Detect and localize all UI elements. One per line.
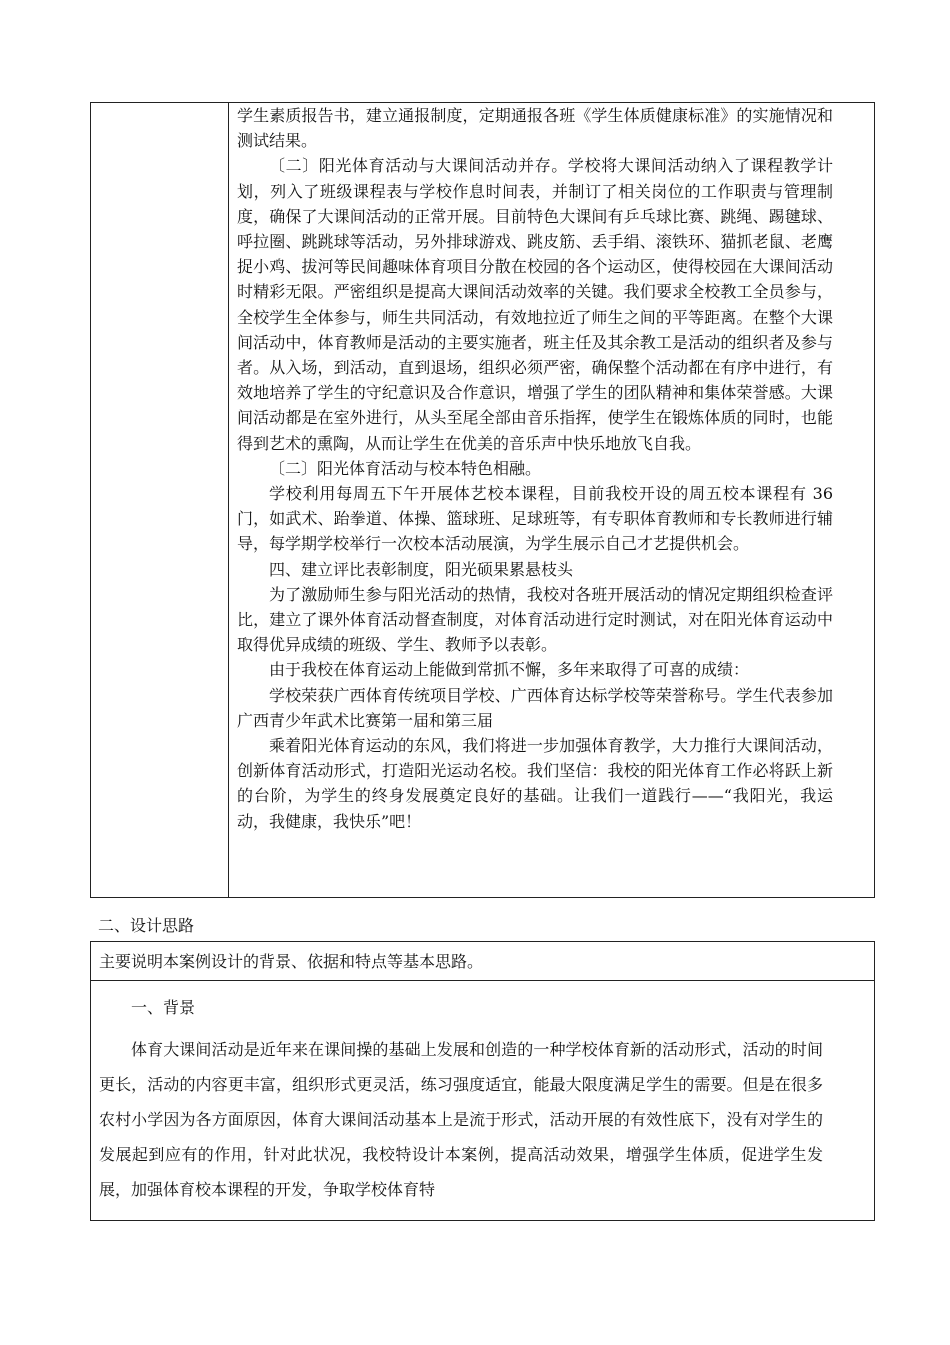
design-table-header: 主要说明本案例设计的背景、依据和特点等基本思路。 (99, 952, 484, 971)
paragraph: 学生素质报告书，建立通报制度，定期通报各班《学生体质健康标准》的实施情况和测试结果。 (237, 106, 833, 151)
paragraph: 〔二〕阳光体育活动与校本特色相融。 (269, 458, 542, 478)
row-divider (91, 980, 874, 981)
section-heading: 二、设计思路 (98, 916, 195, 935)
design-table (90, 941, 875, 1221)
column-divider (228, 103, 229, 897)
paragraph: 四、建立评比表彰制度，阳光硕果累悬枝头 (269, 559, 574, 579)
paragraph: 乘着阳光体育运动的东风，我们将进一步加强体育教学，大力推行大课间活动，创新体育活动形式，打造阳光运动名校。我们坚信：我校的阳光体育工作必将跃上新的台阶，为学生的终身发展奠定良好的基础。让我们一道践行——“我阳光，我运动，我健康，我快乐”吧！ (237, 736, 833, 831)
paragraph: 学校利用每周五下午开展体艺校本课程，目前我校开设的周五校本课程有 36 门，如武术、跆拳道、体操、篮球班、足球班等，有专职体育教师和专长教师进行辅导，每学期学校举行一次校本活动展演，为学生展示自己才艺提供机会。 (237, 484, 833, 554)
content-cell (237, 103, 833, 834)
paragraph: 由于我校在体育运动上能做到常抓不懈，多年来取得了可喜的成绩： (269, 660, 750, 680)
paragraph: 〔二〕阳光体育活动与大课间活动并存。学校将大课间活动纳入了课程教学计划，列入了班级课程表与学校作息时间表，并制订了相关岗位的工作职责与管理制度，确保了大课间活动的正常开展。目前特色大课间有乒乓球比赛、跳绳、踢毽球、呼拉圈、跳跳球等活动，另外排球游戏、跳皮筋、丢手绢、滚铁环、猫抓老鼠、老鹰捉小鸡、拔河等民间趣味体育项目分散在校园的各个运动区，使得校园在大课间活动时精彩无限。严密组织是提高大课间活动效率的关键。我们要求全校教工全员参与，全校学生全体参与，师生共同活动，有效地拉近了师生之间的平等距离。在整个大课间活动中，体育教师是活动的主要实施者，班主任及其余教工是活动的组织者及参与者。从入场，到活动，直到退场，组织必须严密，确保整个活动都在有序中进行，有效地培养了学生的守纪意识及合作意识，增强了学生的团队精神和集体荣誉感。大课间活动都是在室外进行，从头至尾全部由音乐指挥，使学生在锻炼体质的同时，也能得到艺术的熏陶，从而让学生在优美的音乐声中快乐地放飞自我。 (237, 156, 833, 453)
design-table-body (99, 990, 823, 1207)
background-heading: 一、背景 (131, 998, 196, 1017)
paragraph: 学校荣获广西体育传统项目学校、广西体育达标学校等荣誉称号。学生代表参加广西青少年武术比赛第一届和第三届 (237, 685, 833, 730)
content-table (90, 102, 875, 898)
paragraph: 为了激励师生参与阳光活动的热情，我校对各班开展活动的情况定期组织检查评比，建立了课外体育活动督查制度，对体育活动进行定时测试，对在阳光体育运动中取得优异成绩的班级、学生、教师予以表彰。 (237, 584, 833, 655)
background-text: 体育大课间活动是近年来在课间操的基础上发展和创造的一种学校体育新的活动形式，活动的时间更长，活动的内容更丰富，组织形式更灵活，练习强度适宜，能最大限度满足学生的需要。但是在很多农村小学因为各方面原因，体育大课间活动基本上是流于形式，活动开展的有效性底下，没有对学生的发展起到应有的作用，针对此状况，我校特设计本案例，提高活动效果，增强学生体质，促进学生发展，加强体育校本课程的开发，争取学校体育特 (99, 1040, 823, 1199)
